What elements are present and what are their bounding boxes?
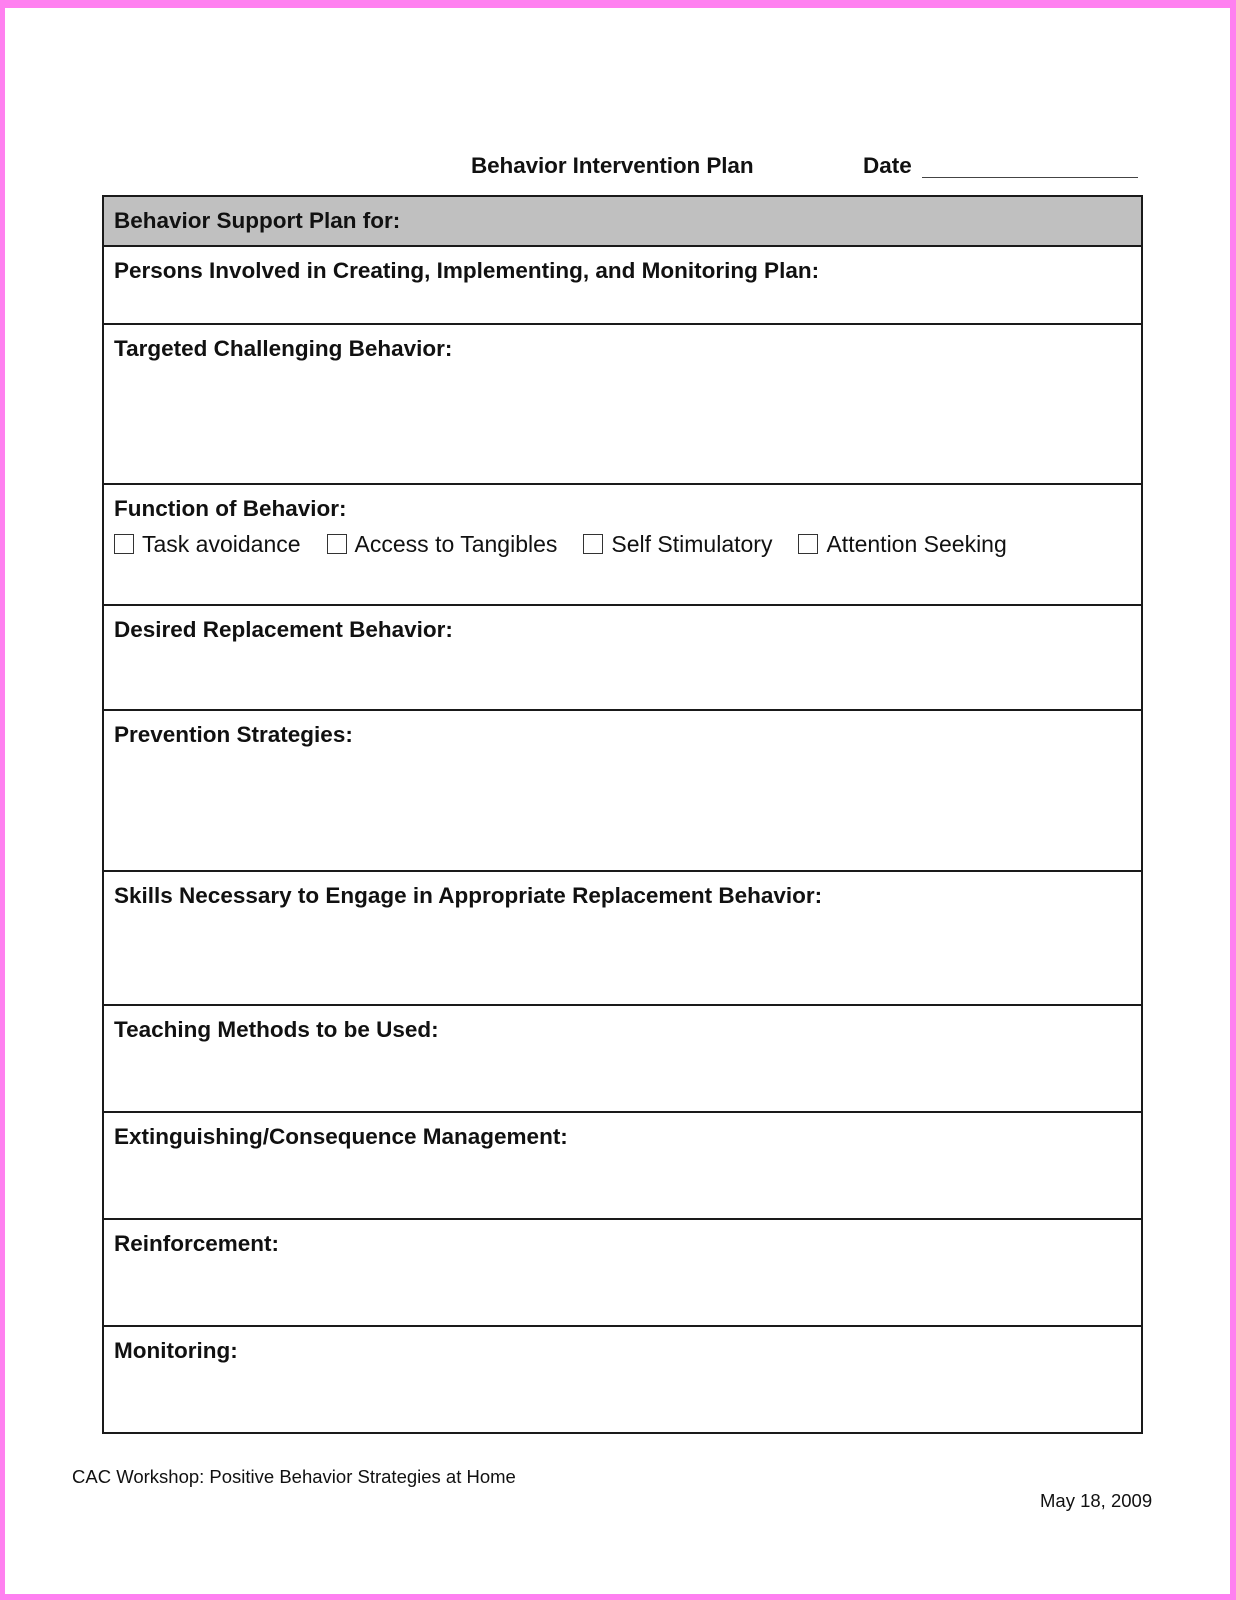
row-label: Teaching Methods to be Used:	[114, 1017, 439, 1042]
title-line	[0, 153, 1236, 183]
row-label: Behavior Support Plan for:	[114, 208, 401, 233]
row-label: Extinguishing/Consequence Management:	[114, 1124, 568, 1149]
row-function-of-behavior	[104, 485, 1141, 606]
footer-workshop-title: CAC Workshop: Positive Behavior Strategies at Home	[72, 1466, 516, 1487]
footer-date: May 18, 2009	[1040, 1490, 1153, 1511]
option-task-avoidance[interactable]	[114, 531, 301, 557]
document-title: Behavior Intervention Plan	[471, 153, 754, 178]
row-prevention-strategies[interactable]	[104, 711, 1141, 872]
row-label: Monitoring:	[114, 1338, 238, 1363]
row-label: Function of Behavior:	[114, 496, 347, 521]
row-reinforcement[interactable]	[104, 1220, 1141, 1327]
row-label: Prevention Strategies:	[114, 722, 353, 747]
option-label: Access to Tangibles	[354, 531, 558, 557]
checkbox-access-to-tangibles[interactable]	[327, 534, 347, 554]
row-targeted-challenging-behavior[interactable]	[104, 325, 1141, 485]
checkbox-self-stimulatory[interactable]	[583, 534, 603, 554]
option-access-to-tangibles[interactable]	[327, 531, 558, 557]
date-label: Date	[863, 153, 912, 178]
behavior-plan-form	[102, 195, 1143, 1434]
checkbox-task-avoidance[interactable]	[114, 534, 134, 554]
row-teaching-methods[interactable]	[104, 1006, 1141, 1113]
checkbox-attention-seeking[interactable]	[798, 534, 818, 554]
row-label: Reinforcement:	[114, 1231, 280, 1256]
date-field[interactable]	[922, 177, 1138, 178]
option-attention-seeking[interactable]	[798, 531, 1006, 557]
row-skills-necessary[interactable]	[104, 872, 1141, 1006]
row-label: Persons Involved in Creating, Implementing, and Monitoring Plan:	[114, 258, 820, 283]
option-label: Task avoidance	[142, 531, 301, 557]
row-label: Desired Replacement Behavior:	[114, 617, 453, 642]
row-label: Skills Necessary to Engage in Appropriate Replacement Behavior:	[114, 883, 823, 908]
row-extinguishing-consequence[interactable]	[104, 1113, 1141, 1220]
option-label: Self Stimulatory	[611, 531, 773, 557]
row-desired-replacement-behavior[interactable]	[104, 606, 1141, 711]
option-label: Attention Seeking	[826, 531, 1007, 557]
row-label: Targeted Challenging Behavior:	[114, 336, 453, 361]
row-monitoring[interactable]	[104, 1327, 1141, 1432]
option-self-stimulatory[interactable]	[583, 531, 772, 557]
function-options	[114, 531, 1131, 557]
row-behavior-support-plan-for[interactable]	[104, 197, 1141, 247]
row-persons-involved[interactable]	[104, 247, 1141, 325]
